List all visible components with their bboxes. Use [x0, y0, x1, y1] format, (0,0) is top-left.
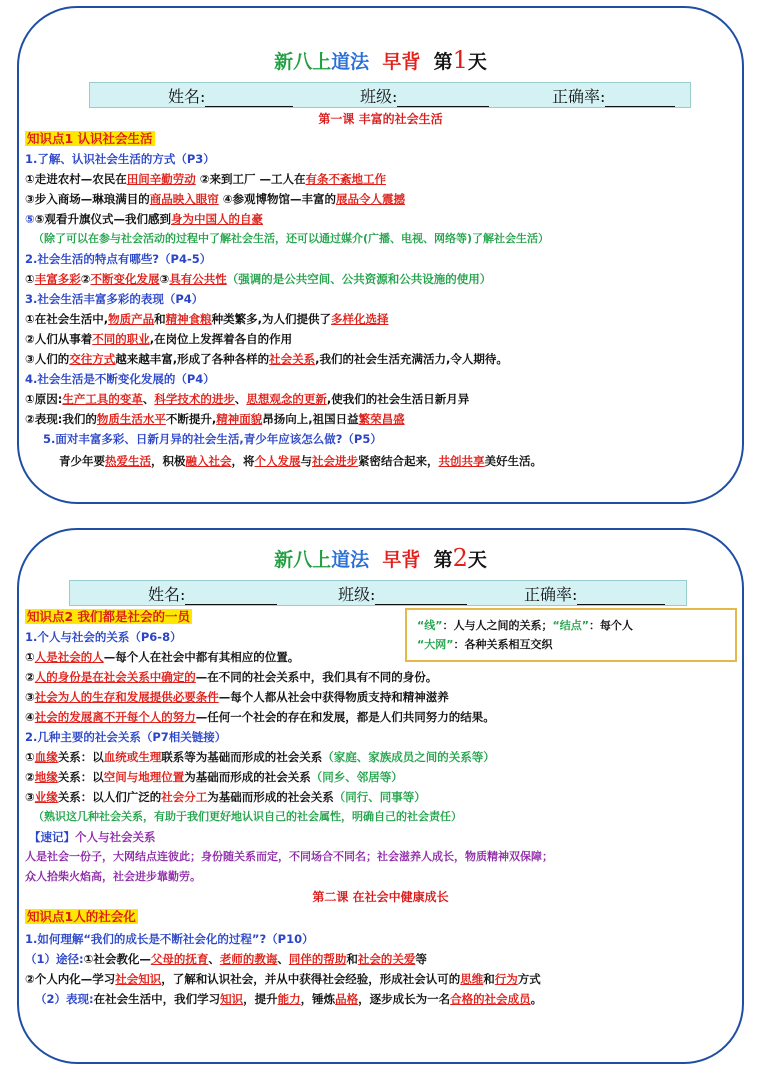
- text-segment: ②来到工厂 —工人在: [195, 172, 306, 186]
- question-2: [25, 728, 226, 746]
- text-segment: 与: [300, 454, 312, 468]
- text-segment: （P3）: [175, 152, 215, 166]
- class-label: 班级:: [338, 584, 376, 604]
- text-segment: 和: [483, 972, 495, 986]
- text-segment: 科学技术的进步: [154, 392, 235, 406]
- class-label: 班级:: [360, 86, 398, 106]
- text-segment: —在不同的社会关系中，我们具有不同的身份。: [195, 670, 438, 684]
- text-segment: 和: [346, 952, 358, 966]
- day2-name-bar: [69, 580, 687, 606]
- q2-line-b: [25, 768, 403, 786]
- text-segment: 、: [208, 952, 220, 966]
- text-segment: 人的身份是在社会关系中确定的: [34, 670, 196, 684]
- text-segment: ，提升: [243, 992, 278, 1006]
- text-segment: 融入社会: [185, 454, 232, 468]
- text-segment: 思维: [460, 972, 484, 986]
- text-segment: 、: [234, 392, 247, 406]
- q2-line-a: [25, 748, 495, 766]
- text-segment: —每个人在社会中都有其相应的位置。: [103, 650, 300, 664]
- question-3: [25, 290, 203, 308]
- text-segment: （P4）: [175, 372, 215, 386]
- text-segment: ①原因:: [25, 392, 63, 406]
- text-segment: （1）途径:: [25, 952, 84, 966]
- text-segment: ⑤观看升旗仪式—我们感到: [34, 212, 171, 226]
- kp-label: 知识点1人的社会化: [27, 909, 136, 924]
- text-segment: “结点”: [552, 619, 589, 632]
- text-segment: ⑤: [25, 212, 35, 226]
- text-segment: 社会关系: [269, 352, 316, 366]
- q1-line-b: [25, 668, 437, 686]
- title-subject-grade: 新八上: [274, 549, 332, 571]
- text-segment: ②: [25, 670, 35, 684]
- text-segment: 血统或生理: [103, 750, 162, 764]
- day2-card: [17, 528, 744, 1064]
- text-segment: 2.几种主要的社会关系: [25, 730, 141, 744]
- text-segment: 具有公共性: [169, 272, 227, 286]
- text-segment: “线”: [417, 619, 443, 632]
- text-segment: 、: [142, 392, 155, 406]
- text-segment: ②表现:我们的: [25, 412, 97, 426]
- text-segment: 为基础而形成的社会关系: [184, 770, 311, 784]
- text-segment: 不断提升,: [165, 412, 217, 426]
- text-segment: 社会的关爱: [357, 952, 416, 966]
- text-segment: 不断变化发展: [90, 272, 160, 286]
- text-segment: ④: [25, 710, 35, 724]
- q2-line-c: [25, 788, 426, 806]
- text-segment: 联系等为基础而形成的社会关系: [161, 750, 323, 764]
- text-segment: ②: [80, 272, 91, 286]
- lesson-title: 第一课 丰富的社会生活: [318, 112, 443, 126]
- q1-line-c: [25, 688, 449, 706]
- knowledge-point-heading: [25, 130, 155, 148]
- text-segment: （P4-5）: [159, 252, 212, 266]
- text-segment: 关系：以: [57, 750, 104, 764]
- knowledge-point-heading: [25, 608, 192, 626]
- title-day-number: 1: [452, 46, 468, 74]
- text-segment: 关系：以人们广泛的: [57, 790, 162, 804]
- day2-title: [19, 544, 742, 572]
- text-segment: 2.社会生活的特点有哪些?: [25, 252, 160, 266]
- text-segment: 关系：以: [57, 770, 104, 784]
- text-segment: 、: [277, 952, 289, 966]
- q3-line-c: [25, 350, 508, 368]
- text-segment: [338, 582, 467, 605]
- text-segment: （2）表现:: [35, 992, 94, 1006]
- memo-heading: [29, 828, 156, 846]
- text-segment: （P5）: [342, 432, 382, 446]
- title-day-suffix: 天: [467, 549, 487, 571]
- question-5: [43, 430, 382, 448]
- name-label: 姓名:: [148, 584, 186, 604]
- text-segment: ,我们的社会生活充满活力,令人期待。: [315, 352, 508, 366]
- text-segment: 社会为人的生存和发展提供必要条件: [34, 690, 219, 704]
- text-segment: （同乡、邻居等）: [310, 770, 403, 784]
- memo-line-2: 众人拾柴火焰高，社会进步靠勤劳。: [25, 870, 201, 883]
- text-segment: 地缘: [34, 770, 58, 784]
- text-segment: 个人发展: [254, 454, 301, 468]
- rate-blank[interactable]: [577, 587, 665, 605]
- text-segment: 知识: [220, 992, 244, 1006]
- text-segment: ④参观博物馆—丰富的: [218, 192, 336, 206]
- q3-line-c: [35, 990, 542, 1008]
- title-day-suffix: 天: [467, 51, 487, 73]
- knowledge-point-heading-2: [25, 908, 138, 926]
- text-segment: 人是社会的人: [34, 650, 104, 664]
- text-segment: ，将: [231, 454, 255, 468]
- text-segment: 社会分工: [161, 790, 208, 804]
- text-segment: 昂扬向上,祖国日益: [262, 412, 359, 426]
- text-segment: （同行、同事等）: [333, 790, 426, 804]
- text-segment: 4.社会生活是不断变化发展的: [25, 372, 176, 386]
- text-segment: 空间与地理位置: [103, 770, 185, 784]
- text-segment: （P10）: [266, 932, 314, 946]
- q4-line-b: [25, 410, 405, 428]
- text-segment: [360, 84, 489, 107]
- text-segment: 父母的抚育: [150, 952, 209, 966]
- text-segment: [148, 582, 277, 605]
- text-segment: 5.面对丰富多彩、日新月异的社会生活,青少年应该怎么做?: [43, 432, 343, 446]
- text-segment: 合格的社会成员: [450, 992, 531, 1006]
- class-blank[interactable]: [375, 587, 467, 605]
- day1-name-bar: [89, 82, 691, 108]
- name-blank[interactable]: [205, 89, 293, 107]
- title-morning-recite: 早背: [382, 51, 421, 73]
- text-segment: ①: [25, 650, 35, 664]
- text-segment: 思想观念的更新: [246, 392, 327, 406]
- text-segment: 田间辛勤劳动: [126, 172, 196, 186]
- q1-line-c: [25, 210, 263, 228]
- title-day-number: 2: [452, 544, 468, 572]
- text-segment: ，积极: [151, 454, 186, 468]
- text-segment: ，锤炼: [300, 992, 336, 1006]
- title-subject-grade: 新八上: [274, 51, 332, 73]
- text-segment: ，逐步成长为一名: [358, 992, 451, 1006]
- text-segment: 【速记】: [29, 830, 75, 844]
- text-segment: ②个人内化—学习: [25, 972, 116, 986]
- text-segment: 精神面貌: [216, 412, 263, 426]
- text-segment: ：每个人: [588, 619, 633, 632]
- text-segment: 有条不紊地工作: [305, 172, 386, 186]
- text-segment: 社会知识: [115, 972, 162, 986]
- title-subject: 道法: [331, 549, 370, 571]
- text-segment: 等: [415, 952, 427, 966]
- text-segment: 品格: [335, 992, 359, 1006]
- title-morning-recite: 早背: [382, 549, 421, 571]
- kp-label: 知识点2 我们都是社会的一员: [27, 609, 191, 624]
- text-segment: 3.社会生活丰富多彩的表现: [25, 292, 164, 306]
- question-2: [25, 250, 211, 268]
- text-segment: 紧密结合起来，: [358, 454, 439, 468]
- text-segment: [168, 84, 293, 107]
- q1-note: （除了可以在参与社会活动的过程中了解社会生活，还可以通过媒介(广播、电视、网络等)了解社会生活）: [33, 232, 550, 245]
- question-1: [25, 150, 215, 168]
- text-segment: ,在岗位上发挥着各自的作用: [149, 332, 293, 346]
- text-segment: ②人们从事着: [25, 332, 93, 346]
- text-segment: 交往方式: [69, 352, 116, 366]
- text-segment: （P7相关链接）: [140, 730, 227, 744]
- text-segment: 繁荣昌盛: [358, 412, 405, 426]
- text-segment: ：人与人之间的关系；: [442, 619, 553, 632]
- text-segment: （P4）: [163, 292, 204, 306]
- text-segment: 美好生活。: [484, 454, 542, 468]
- text-segment: （P6-8）: [129, 630, 182, 644]
- text-segment: 个人与社会关系: [75, 830, 156, 844]
- text-segment: 青少年要: [59, 454, 105, 468]
- text-segment: 生产工具的变革: [62, 392, 143, 406]
- day1-card: [17, 6, 744, 504]
- q1-line-a: [25, 170, 386, 188]
- text-segment: 物质产品: [108, 312, 155, 326]
- callout-box: [405, 608, 737, 662]
- text-segment: （强调的是公共空间、公共资源和公共设施的使用）: [226, 272, 492, 286]
- day1-title: [19, 46, 742, 74]
- text-segment: ①: [25, 750, 35, 764]
- name-blank[interactable]: [185, 587, 277, 605]
- question-3: [25, 930, 314, 948]
- text-segment: 展品令人震撼: [336, 192, 405, 206]
- text-segment: —每个人都从社会中获得物质支持和精神滋养: [218, 690, 449, 704]
- q3-line-a: [25, 310, 388, 328]
- text-segment: ①走进农村—农民在: [25, 172, 127, 186]
- q4-line-a: [25, 390, 469, 408]
- text-segment: ：各种关系相互交织: [453, 638, 553, 651]
- rate-label: 正确率:: [552, 86, 606, 106]
- text-segment: 方式: [517, 972, 541, 986]
- text-segment: 为基础而形成的社会关系: [207, 790, 334, 804]
- text-segment: ③步入商场—琳琅满目的: [25, 192, 150, 206]
- text-segment: [552, 84, 675, 107]
- memo-line-1: 人是社会一份子，大网结点连彼此；身份随关系而定，不同场合不同名；社会滋养人成长，物质精神双保障；: [25, 850, 553, 863]
- text-segment: ③: [25, 790, 35, 804]
- text-segment: 商品映入眼帘: [149, 192, 219, 206]
- rate-label: 正确率:: [524, 584, 578, 604]
- q1-line-d: [25, 708, 495, 726]
- text-segment: 共创共享: [438, 454, 485, 468]
- lesson-title: 第二课 在社会中健康成长: [312, 890, 449, 904]
- text-segment: —任何一个社会的存在和发展，都是人们共同努力的结果。: [195, 710, 495, 724]
- name-label: 姓名:: [168, 86, 206, 106]
- text-segment: 同伴的帮助: [288, 952, 347, 966]
- kp-label: 知识点1 认识社会生活: [27, 131, 153, 146]
- text-segment: ①社会教化—: [83, 952, 151, 966]
- q2-note: （熟识这几种社会关系，有助于我们更好地认识自己的社会属性，明确自己的社会责任）: [33, 810, 462, 823]
- question-4: [25, 370, 215, 388]
- text-segment: 物质生活水平: [96, 412, 166, 426]
- text-segment: 精神食粮: [165, 312, 212, 326]
- text-segment: 社会进步: [312, 454, 358, 468]
- q1-line-b: [25, 190, 405, 208]
- text-segment: 1.如何理解“我们的成长是不断社会化的过程”?: [25, 932, 267, 946]
- q3-line-a: [25, 950, 427, 968]
- text-segment: 和: [154, 312, 166, 326]
- text-segment: ,使我们的社会生活日新月异: [326, 392, 470, 406]
- text-segment: ③人们的: [25, 352, 70, 366]
- text-segment: 越来越丰富,形成了各种各样的: [115, 352, 270, 366]
- text-segment: [524, 582, 665, 605]
- text-segment: ③: [159, 272, 170, 286]
- text-segment: 在社会生活中，我们学习: [93, 992, 221, 1006]
- q3-line-b: [25, 330, 292, 348]
- text-segment: 多样化选择: [330, 312, 389, 326]
- text-segment: （家庭、家族成员之间的关系等）: [322, 750, 495, 764]
- title-subject: 道法: [331, 51, 370, 73]
- text-segment: ，了解和认识社会，并从中获得社会经验，形成社会认可的: [161, 972, 461, 986]
- text-segment: 热爱生活: [105, 454, 151, 468]
- text-segment: 不同的职业: [92, 332, 150, 346]
- text-segment: 种类繁多,为人们提供了: [211, 312, 331, 326]
- text-segment: 血缘: [34, 750, 58, 764]
- text-segment: 社会的发展离不开每个人的努力: [34, 710, 196, 724]
- text-segment: ①在社会生活中,: [25, 312, 109, 326]
- text-segment: 1.个人与社会的关系: [25, 630, 130, 644]
- q2-line-a: [25, 270, 491, 288]
- text-segment: 能力: [277, 992, 301, 1006]
- class-blank[interactable]: [397, 89, 489, 107]
- q5-answer: [59, 452, 542, 470]
- text-segment: 业缘: [34, 790, 58, 804]
- text-segment: ②: [25, 770, 35, 784]
- q3-line-b: [25, 970, 541, 988]
- text-segment: 身为中国人的自豪: [171, 212, 263, 226]
- text-segment: 1.了解、认识社会生活的方式: [25, 152, 176, 166]
- text-segment: ①: [25, 272, 35, 286]
- text-segment: 丰富多彩: [34, 272, 81, 286]
- text-segment: 行为: [494, 972, 518, 986]
- text-segment: 老师的教诲: [219, 952, 278, 966]
- q1-line-a: [25, 648, 299, 666]
- title-day-prefix: 第: [433, 51, 453, 73]
- text-segment: ③: [25, 690, 35, 704]
- rate-blank[interactable]: [605, 89, 675, 107]
- text-segment: “大网”: [417, 638, 454, 651]
- title-day-prefix: 第: [433, 549, 453, 571]
- question-1: [25, 628, 182, 646]
- text-segment: 。: [530, 992, 543, 1006]
